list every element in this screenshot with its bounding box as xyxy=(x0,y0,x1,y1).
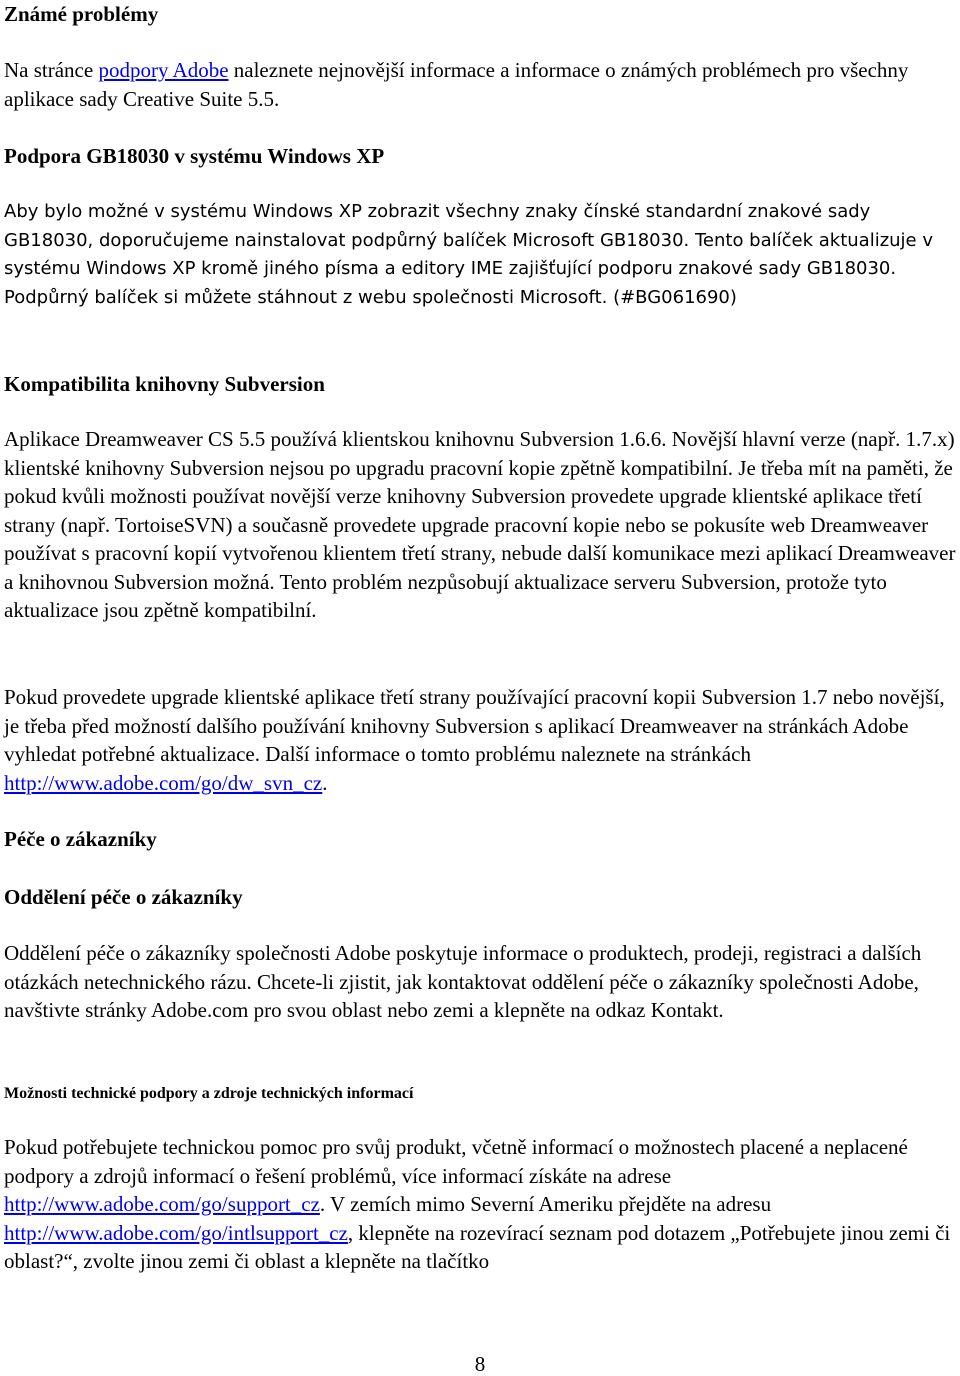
support-text-2: . V zemích mimo Severní Ameriku přejděte na adresu xyxy=(319,1192,772,1216)
dw-svn-link[interactable]: http://www.adobe.com/go/dw_svn_cz xyxy=(4,770,323,795)
heading-customer-care: Péče o zákazníky xyxy=(4,827,157,851)
known-issues-text-end: naleznete nejnovější informace a informace o známých problémech pro všechny aplikace sady Creative Suite 5.5. xyxy=(4,58,909,111)
known-issues-text-start: Na stránce xyxy=(4,58,99,82)
heading-known-issues: Známé problémy xyxy=(4,2,159,26)
intl-support-link[interactable]: http://www.adobe.com/go/intlsupport_cz xyxy=(4,1220,348,1245)
subversion-paragraph-1: Aplikace Dreamweaver CS 5.5 používá klientskou knihovnu Subversion 1.6.6. Novější hlavní verze (např. 1.7.x) klientské knihovny Subversion nejsou po upgradu pracovní kopie zpětně kompatibilní. Je třeba mít na paměti, že pokud kvůli možnosti používat novější verze knihovny Subversion provedete upgrade klientské aplikace třetí strany (např. TortoiseSVN) a současně provedete upgrade pracovní kopie nebo se pokusíte web Dreamweaver používat s pracovní kopií vytvořenou klientem třetí strany, nebude další komunikace mezi aplikací Dreamweaver a knihovnou Subversion možná. Tento problém nezpůsobují aktualizace serveru Subversion, protože tyto aktualizace jsou zpětně kompatibilní. xyxy=(4,427,956,622)
support-cz-link[interactable]: http://www.adobe.com/go/support_cz xyxy=(4,1192,320,1216)
heading-subversion: Kompatibilita knihovny Subversion xyxy=(4,372,325,396)
gb18030-paragraph: Aby bylo možné v systému Windows XP zobrazit všechny znaky čínské standardní znakové sady GB18030, doporučujeme nainstalovat podpůrný balíček Microsoft GB18030. Tento balíček aktualizuje v systému Windows XP kromě jiného písma a editory IME zajišťující podporu znakové sady GB18030. Podpůrný balíček si můžete stáhnout z webu společnosti Microsoft. (#BG061690) xyxy=(4,201,934,308)
known-issues-paragraph xyxy=(4,56,956,113)
adobe-support-link[interactable]: podpory Adobe xyxy=(98,58,229,82)
tech-support-paragraph xyxy=(4,1133,956,1276)
support-text-1: Pokud potřebujete technickou pomoc pro svůj produkt, včetně informací o možnostech placené a neplacené podpory a zdrojů informací o řešení problémů, více informací získáte na adrese xyxy=(4,1135,908,1188)
subversion-p2-end: . xyxy=(322,770,328,795)
subversion-paragraph-2 xyxy=(4,683,956,797)
subversion-p2-text: Pokud provedete upgrade klientské aplikace třetí strany používající pracovní kopii Subversion 1.7 nebo novější, je třeba před možností dalšího používání knihovny Subversion s aplikací Dreamweaver na stránkách Adobe vyhledat potřebné aktualizace. Další informace o tomto problému naleznete na stránkách xyxy=(4,685,945,766)
heading-gb18030: Podpora GB18030 v systému Windows XP xyxy=(4,144,385,168)
heading-customer-care-dept: Oddělení péče o zákazníky xyxy=(4,885,243,909)
heading-tech-support: Možnosti technické podpory a zdroje technických informací xyxy=(4,1085,414,1102)
support-text-3: , klepněte na rozevírací seznam pod dotazem „Potřebujete jinou zemi či oblast?“, zvolte jinou zemi či oblast a klepněte na tlačítko xyxy=(4,1220,951,1273)
customer-care-paragraph: Oddělení péče o zákazníky společnosti Adobe poskytuje informace o produktech, prodeji, registraci a dalších otázkách netechnického rázu. Chcete-li zjistit, jak kontaktovat oddělení péče o zákazníky společnosti Adobe, navštivte stránky Adobe.com pro svou oblast nebo zemi a klepněte na odkaz Kontakt. xyxy=(4,941,922,1022)
page-number: 8 xyxy=(474,1352,486,1376)
